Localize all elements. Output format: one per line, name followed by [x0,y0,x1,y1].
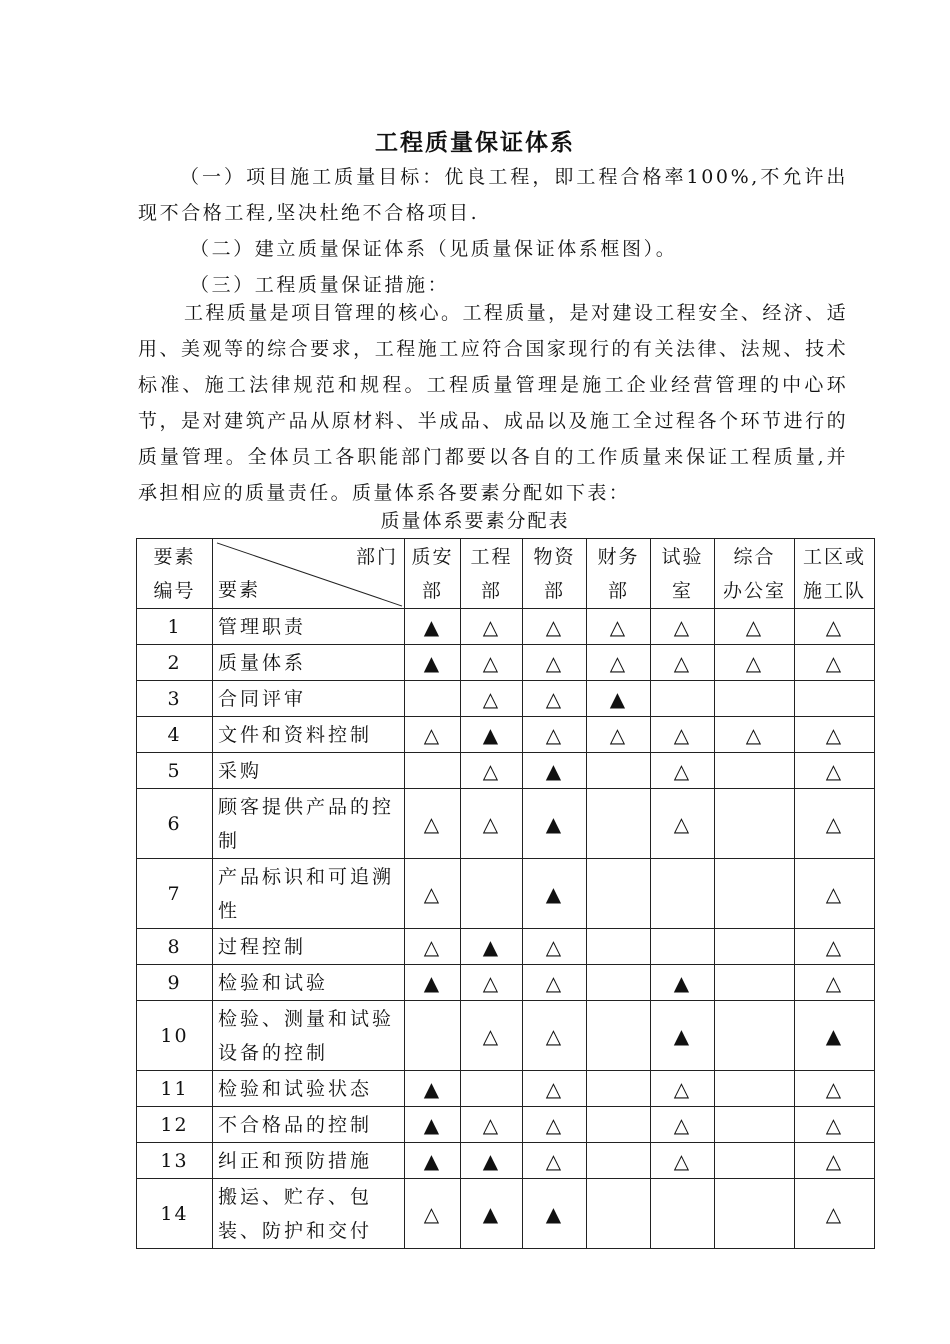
primary-responsibility-mark: ▲ [405,609,461,645]
element-name: 检验、测量和试验设备的控制 [213,1001,405,1071]
header-dept-6 [795,539,875,609]
primary-responsibility-mark: ▲ [587,681,651,717]
empty-cell [795,681,875,717]
table-row [137,645,875,681]
table-row [137,789,875,859]
related-responsibility-mark: △ [461,609,523,645]
primary-responsibility-mark: ▲ [795,1001,875,1071]
element-name: 检验和试验状态 [213,1071,405,1107]
element-number: 6 [137,789,213,859]
related-responsibility-mark: △ [795,717,875,753]
element-number: 5 [137,753,213,789]
related-responsibility-mark: △ [405,929,461,965]
empty-cell [461,1071,523,1107]
element-name: 采购 [213,753,405,789]
element-name: 合同评审 [213,681,405,717]
empty-cell [715,1143,795,1179]
table-row [137,1071,875,1107]
header-dept-0 [405,539,461,609]
primary-responsibility-mark: ▲ [523,1179,587,1249]
empty-cell [715,1001,795,1071]
primary-responsibility-mark: ▲ [523,859,587,929]
dept-name-l1: 质安 [411,545,454,568]
empty-cell [715,1107,795,1143]
primary-responsibility-mark: ▲ [461,1143,523,1179]
empty-cell [587,859,651,929]
element-number: 11 [137,1071,213,1107]
primary-responsibility-mark: ▲ [523,753,587,789]
related-responsibility-mark: △ [795,1179,875,1249]
empty-cell [715,929,795,965]
related-responsibility-mark: △ [715,609,795,645]
table-row [137,681,875,717]
related-responsibility-mark: △ [523,1143,587,1179]
empty-cell [587,789,651,859]
related-responsibility-mark: △ [651,645,715,681]
related-responsibility-mark: △ [795,609,875,645]
empty-cell [651,929,715,965]
table-row [137,1001,875,1071]
primary-responsibility-mark: ▲ [405,1107,461,1143]
related-responsibility-mark: △ [523,929,587,965]
related-responsibility-mark: △ [651,717,715,753]
related-responsibility-mark: △ [795,965,875,1001]
empty-cell [715,965,795,1001]
element-name: 过程控制 [213,929,405,965]
related-responsibility-mark: △ [651,789,715,859]
table-row [137,1107,875,1143]
element-number: 7 [137,859,213,929]
related-responsibility-mark: △ [795,789,875,859]
empty-cell [587,1179,651,1249]
related-responsibility-mark: △ [715,717,795,753]
paragraph-quality-system: （二）建立质量保证体系（见质量保证体系框图）。 [190,238,678,260]
empty-cell [715,1179,795,1249]
related-responsibility-mark: △ [461,1107,523,1143]
related-responsibility-mark: △ [795,753,875,789]
empty-cell [715,681,795,717]
header-code-line2: 编号 [153,579,196,602]
related-responsibility-mark: △ [587,609,651,645]
empty-cell [715,859,795,929]
table-row [137,717,875,753]
related-responsibility-mark: △ [795,645,875,681]
table-row [137,1143,875,1179]
element-number: 9 [137,965,213,1001]
dept-name-l1: 试验 [661,545,704,568]
related-responsibility-mark: △ [461,1001,523,1071]
related-responsibility-mark: △ [651,753,715,789]
header-dept-2 [523,539,587,609]
element-name: 产品标识和可追溯性 [213,859,405,929]
empty-cell [587,1071,651,1107]
related-responsibility-mark: △ [461,965,523,1001]
empty-cell [651,681,715,717]
related-responsibility-mark: △ [523,1107,587,1143]
table-row [137,609,875,645]
table-row [137,753,875,789]
element-allocation-table [136,538,875,1249]
element-number: 1 [137,609,213,645]
related-responsibility-mark: △ [795,929,875,965]
related-responsibility-mark: △ [795,859,875,929]
table-header-row [137,539,875,609]
element-number: 14 [137,1179,213,1249]
empty-cell [715,789,795,859]
related-responsibility-mark: △ [651,1143,715,1179]
primary-responsibility-mark: ▲ [405,1071,461,1107]
dept-name-l1: 工区或 [802,545,866,568]
related-responsibility-mark: △ [523,1071,587,1107]
related-responsibility-mark: △ [587,717,651,753]
empty-cell [405,1001,461,1071]
related-responsibility-mark: △ [523,1001,587,1071]
primary-responsibility-mark: ▲ [461,1179,523,1249]
page-title: 工程质量保证体系 [375,129,575,156]
header-element-code [137,539,213,609]
empty-cell [587,1001,651,1071]
element-number: 8 [137,929,213,965]
header-element-label: 要素 [218,579,261,601]
paragraph-quality-description: 工程质量是项目管理的核心。工程质量，是对建设工程安全、经济、适用、美观等的综合要求，工程施工应符合国家现行的有关法律、法规、技术标准、施工法律规范和规程。工程质量管理是施工企业经营管理的中心环节，是对建筑产品从原材料、半成品、成品以及施工全过程各个环节进行的质量管理。全体员工各职能部门都要以各自的工作质量来保证工程质量,并承担相应的质量责任。质量体系各要素分配如下表： [138,302,848,504]
empty-cell [651,1179,715,1249]
dept-name-l1: 工程 [470,545,513,568]
primary-responsibility-mark: ▲ [523,789,587,859]
primary-responsibility-mark: ▲ [461,929,523,965]
header-dept-5 [715,539,795,609]
table-row [137,1179,875,1249]
dept-name-l2: 室 [671,579,693,602]
header-dept-1 [461,539,523,609]
element-number: 4 [137,717,213,753]
empty-cell [587,965,651,1001]
primary-responsibility-mark: ▲ [651,965,715,1001]
table-body [137,609,875,1249]
paragraph-quality-goal: （一）项目施工质量目标：优良工程，即工程合格率100%,不允许出现不合格工程,坚决杜绝不合格项目. [138,166,848,224]
element-number: 2 [137,645,213,681]
related-responsibility-mark: △ [523,717,587,753]
related-responsibility-mark: △ [795,1107,875,1143]
dept-name-l1: 综合 [733,545,776,568]
empty-cell [715,753,795,789]
element-name: 搬运、贮存、包装、防护和交付 [213,1179,405,1249]
related-responsibility-mark: △ [405,717,461,753]
element-number: 10 [137,1001,213,1071]
primary-responsibility-mark: ▲ [405,965,461,1001]
dept-name-l2: 部 [480,579,502,602]
related-responsibility-mark: △ [651,609,715,645]
related-responsibility-mark: △ [523,681,587,717]
related-responsibility-mark: △ [461,645,523,681]
related-responsibility-mark: △ [461,753,523,789]
dept-name-l1: 财务 [597,545,640,568]
element-name: 纠正和预防措施 [213,1143,405,1179]
related-responsibility-mark: △ [523,609,587,645]
element-name: 检验和试验 [213,965,405,1001]
element-number: 3 [137,681,213,717]
element-name: 文件和资料控制 [213,717,405,753]
primary-responsibility-mark: ▲ [461,717,523,753]
empty-cell [587,1107,651,1143]
empty-cell [715,1071,795,1107]
element-number: 12 [137,1107,213,1143]
empty-cell [461,859,523,929]
header-diagonal-cell [213,539,405,609]
related-responsibility-mark: △ [795,1071,875,1107]
related-responsibility-mark: △ [651,1071,715,1107]
related-responsibility-mark: △ [795,1143,875,1179]
dept-name-l2: 部 [421,579,443,602]
dept-name-l2: 办公室 [722,579,786,602]
empty-cell [587,929,651,965]
related-responsibility-mark: △ [523,965,587,1001]
header-dept-4 [651,539,715,609]
related-responsibility-mark: △ [461,789,523,859]
related-responsibility-mark: △ [523,645,587,681]
dept-name-l1: 物资 [533,545,576,568]
table-row [137,965,875,1001]
header-dept-label: 部门 [355,546,398,568]
related-responsibility-mark: △ [461,681,523,717]
element-name: 质量体系 [213,645,405,681]
empty-cell [405,753,461,789]
paragraph-quality-measures: （三）工程质量保证措施： [190,274,450,296]
element-name: 顾客提供产品的控制 [213,789,405,859]
primary-responsibility-mark: ▲ [651,1001,715,1071]
empty-cell [587,753,651,789]
related-responsibility-mark: △ [405,859,461,929]
dept-name-l2: 部 [607,579,629,602]
related-responsibility-mark: △ [405,1179,461,1249]
related-responsibility-mark: △ [587,645,651,681]
dept-name-l2: 部 [543,579,565,602]
empty-cell [651,859,715,929]
dept-name-l2: 施工队 [802,579,866,602]
element-name: 管理职责 [213,609,405,645]
empty-cell [405,681,461,717]
related-responsibility-mark: △ [651,1107,715,1143]
table-row [137,929,875,965]
related-responsibility-mark: △ [405,789,461,859]
table-caption: 质量体系要素分配表 [380,510,570,532]
empty-cell [587,1143,651,1179]
header-code-line1: 要素 [153,545,196,568]
primary-responsibility-mark: ▲ [405,1143,461,1179]
header-dept-3 [587,539,651,609]
primary-responsibility-mark: ▲ [405,645,461,681]
table-row [137,859,875,929]
related-responsibility-mark: △ [715,645,795,681]
element-name: 不合格品的控制 [213,1107,405,1143]
element-number: 13 [137,1143,213,1179]
